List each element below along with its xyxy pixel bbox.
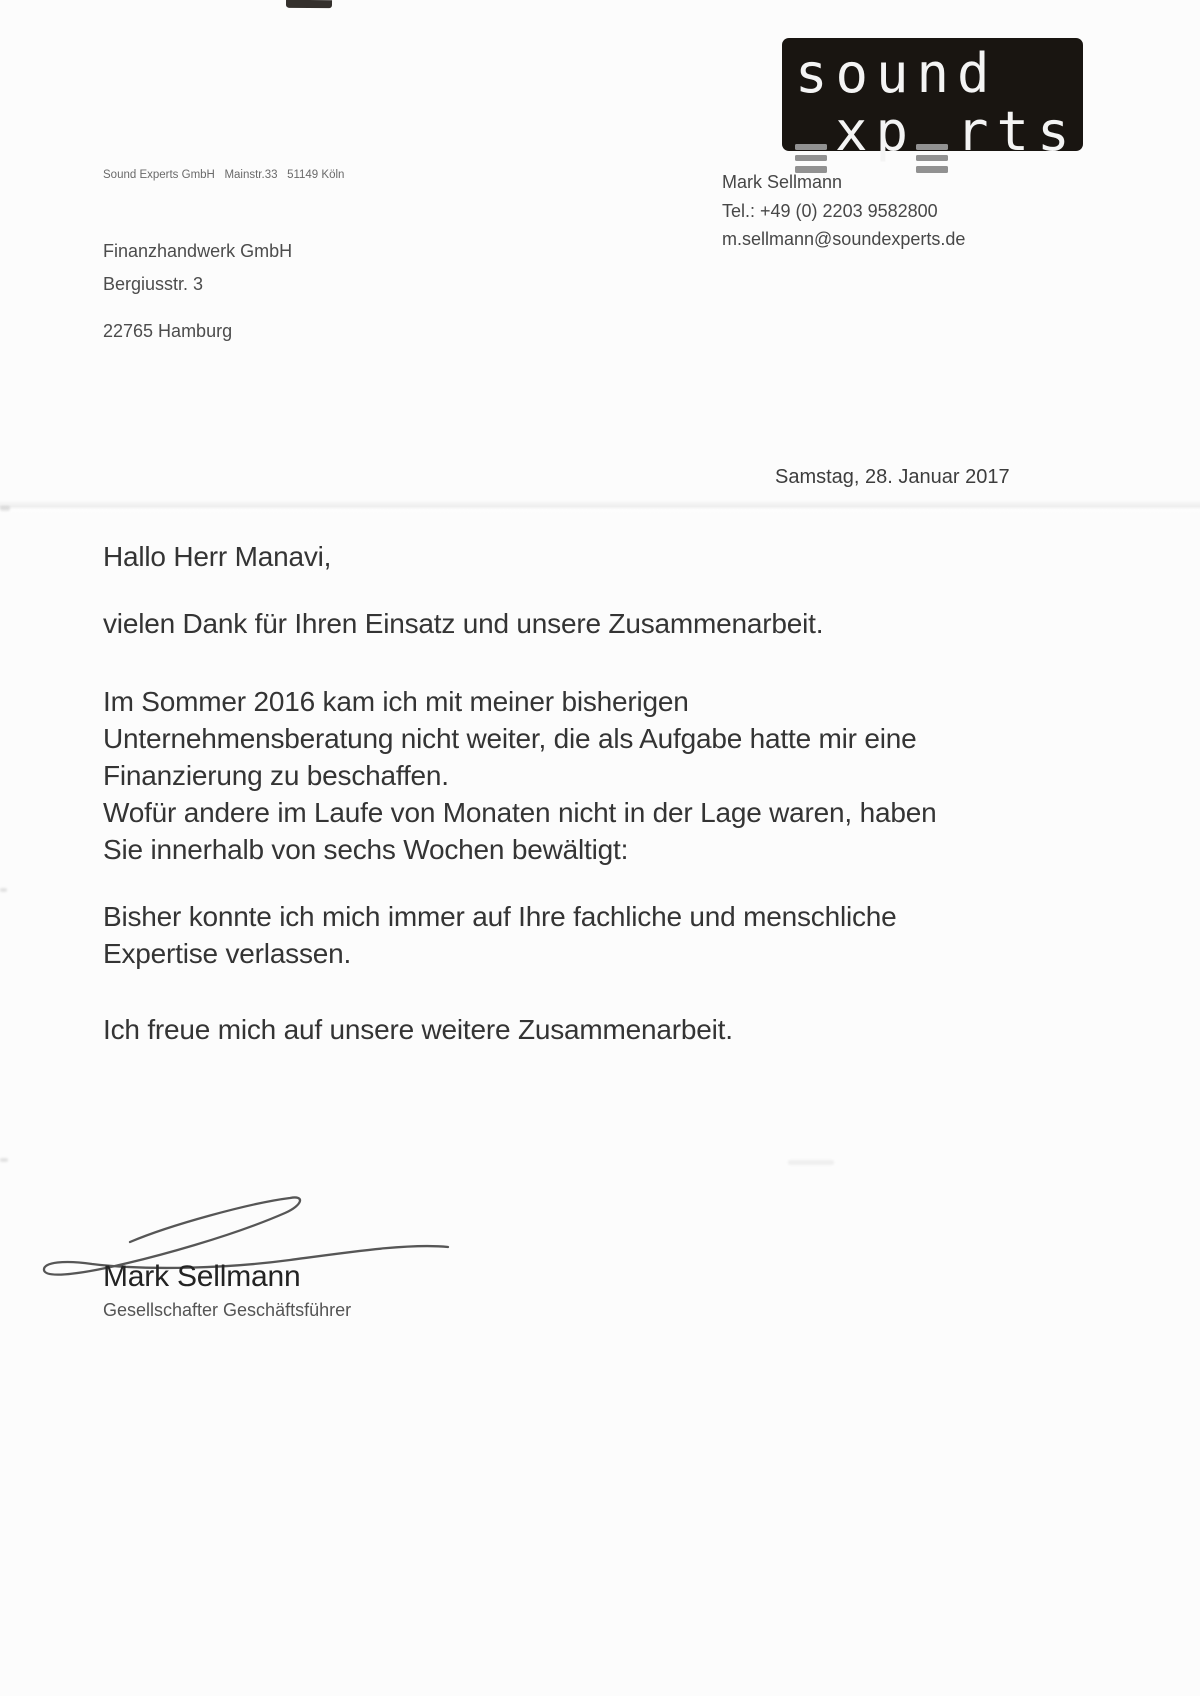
body-line: Im Sommer 2016 kam ich mit meiner bisherigen	[103, 686, 689, 717]
salutation: Hallo Herr Manavi,	[103, 541, 332, 572]
contact-name: Mark Sellmann	[722, 172, 843, 192]
closing-line: Ich freue mich auf unsere weitere Zusammenarbeit.	[103, 1014, 733, 1045]
company-logo	[782, 38, 1083, 163]
body-line: Finanzierung zu beschaffen.	[103, 760, 449, 791]
scan-artifact	[0, 506, 10, 511]
recipient-city: 22765 Hamburg	[103, 321, 233, 341]
body-line: Bisher konnte ich mich immer auf Ihre fachliche und menschliche	[103, 901, 897, 932]
logo-wordmark-sound: sound	[795, 42, 998, 105]
paragraph-2	[103, 898, 1133, 972]
scan-artifact	[788, 1160, 834, 1165]
logo-letter: x	[835, 100, 868, 163]
logo-letter: r	[956, 100, 989, 163]
contact-block	[722, 168, 965, 254]
scan-artifact	[0, 1158, 8, 1162]
contact-email: m.sellmann@soundexperts.de	[722, 229, 966, 249]
body-line: Unternehmensberatung nicht weiter, die als Aufgabe hatte mir eine	[103, 723, 917, 754]
letter-date: Samstag, 28. Januar 2017	[775, 466, 1010, 488]
body-line: vielen Dank für Ihren Einsatz und unsere Zusammenarbeit.	[103, 608, 824, 639]
body-line: Wofür andere im Laufe von Monaten nicht in der Lage waren, haben	[103, 797, 937, 828]
paragraph-1	[103, 683, 1133, 868]
scan-artifact-top	[286, 0, 332, 8]
recipient-company: Finanzhandwerk GmbH	[103, 241, 293, 261]
logo-letter: p	[875, 100, 909, 163]
logo-letter: t	[996, 100, 1030, 163]
body-line: Sie innerhalb von sechs Wochen bewältigt:	[103, 834, 629, 865]
contact-phone: Tel.: +49 (0) 2203 9582800	[722, 200, 938, 221]
signee-title: Gesellschafter Geschäftsführer	[103, 1300, 352, 1320]
body-line: Expertise verlassen.	[103, 938, 352, 969]
logo-letter: s	[1037, 100, 1070, 163]
paper-fold-line	[0, 500, 1200, 514]
letter-body	[103, 538, 1133, 1048]
recipient-address-block	[103, 235, 292, 348]
logo-wordmark-experts	[795, 100, 1083, 173]
signee-name: Mark Sellmann	[103, 1260, 301, 1293]
scan-artifact	[0, 888, 7, 892]
recipient-street: Bergiusstr. 3	[103, 274, 204, 294]
sender-return-address: Sound Experts GmbH Mainstr.33 51149 Köln	[103, 169, 345, 181]
